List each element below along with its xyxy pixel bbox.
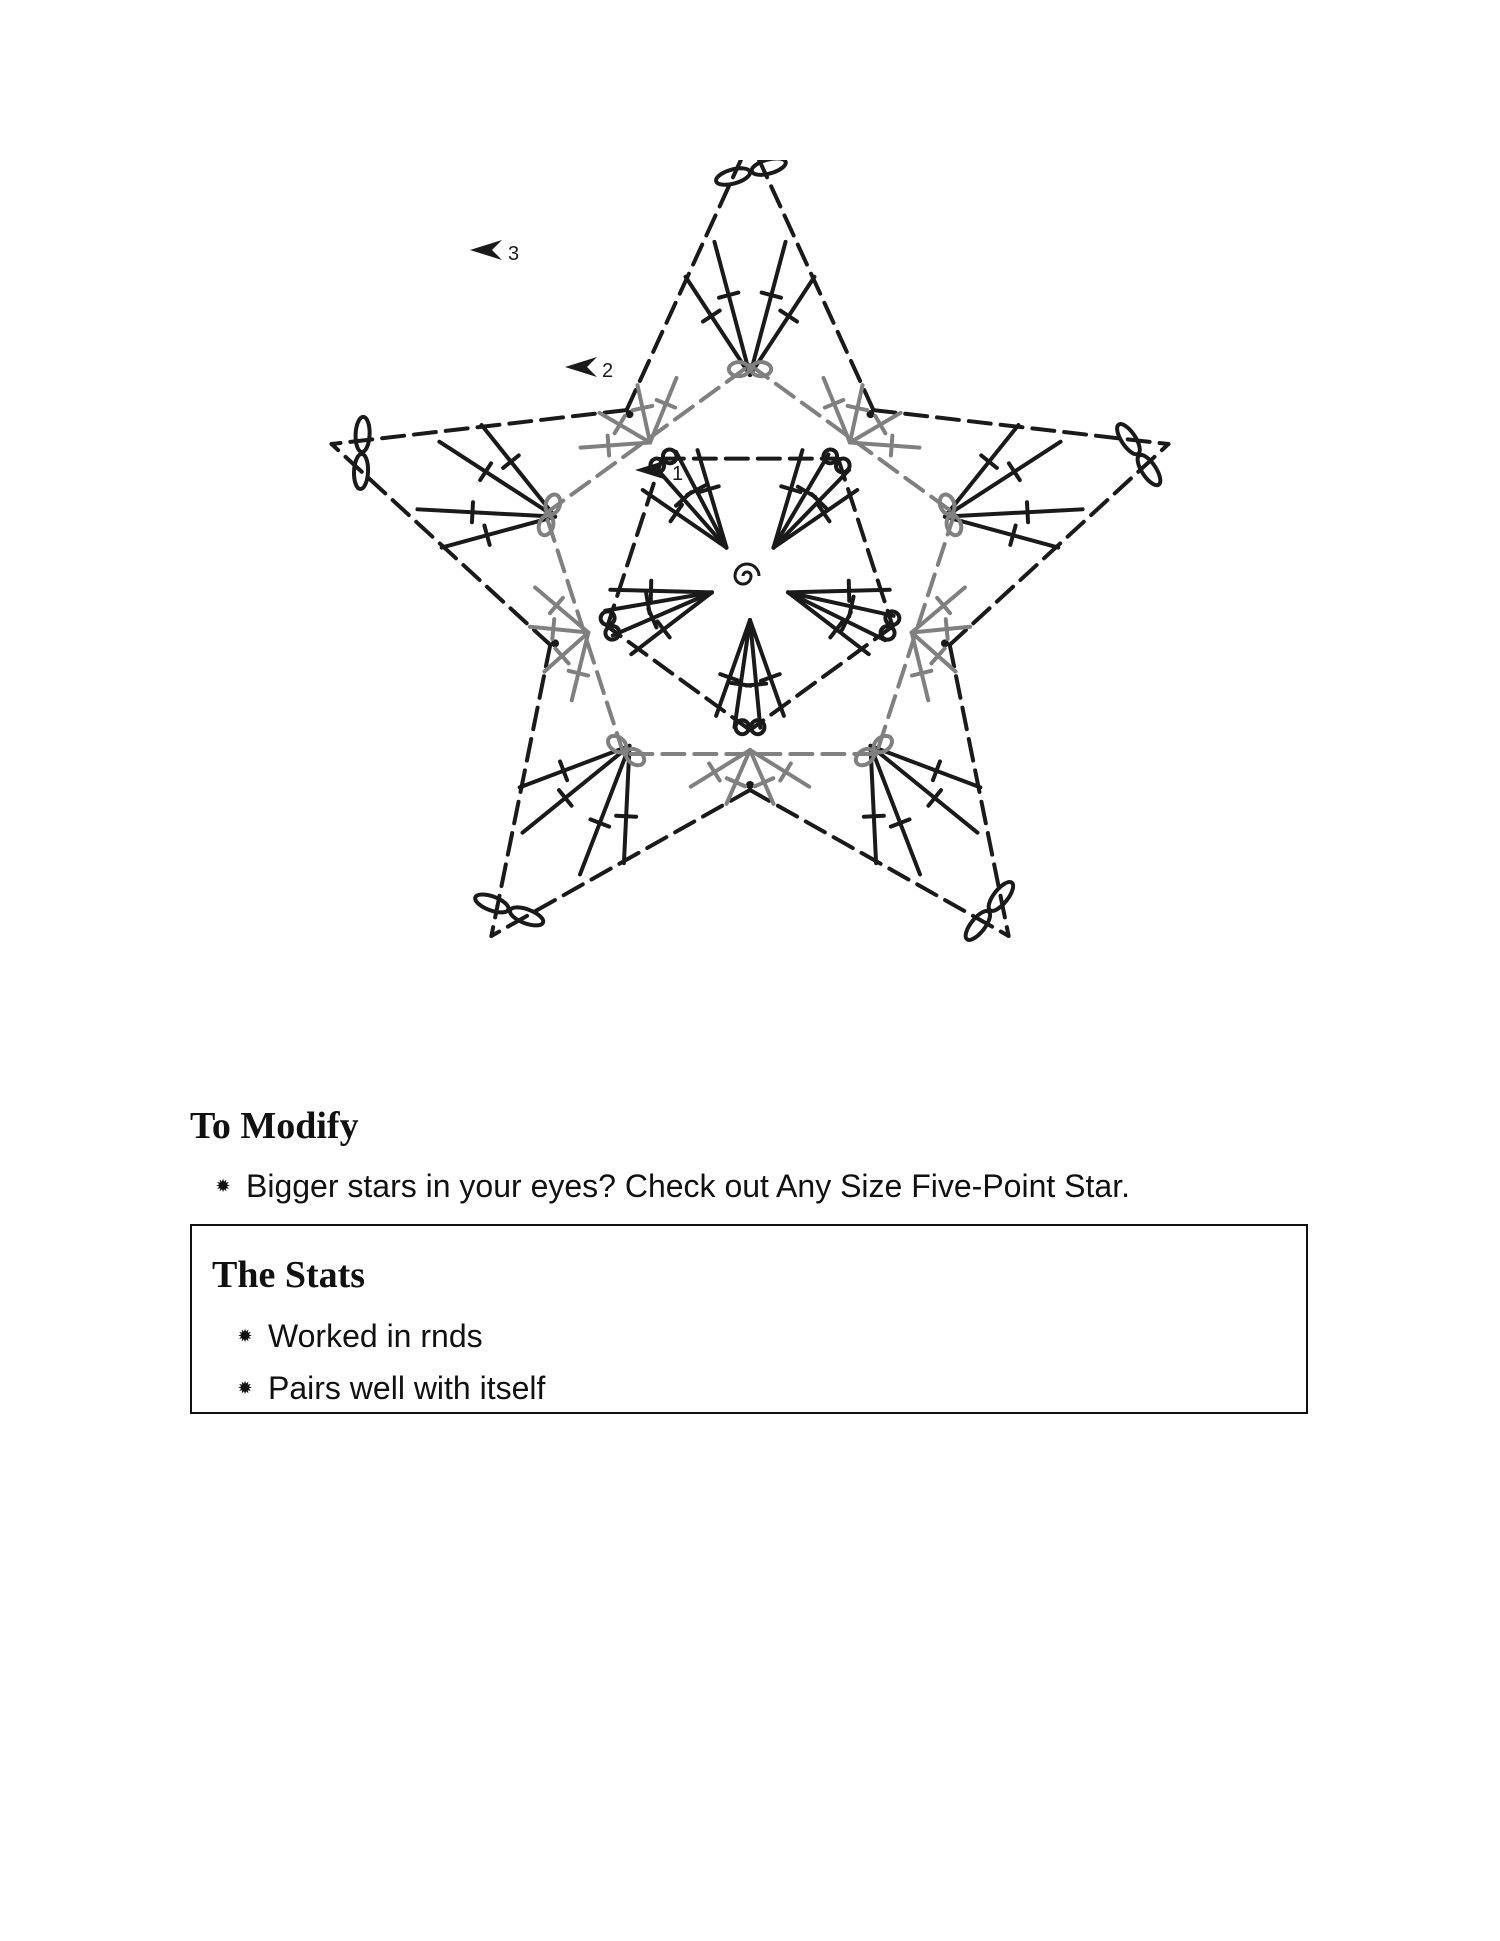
round-label-3: 3 [508, 243, 520, 265]
to-modify-heading: To Modify [190, 1105, 359, 1147]
stitch-symbols [332, 160, 1169, 944]
round-marker-3 [470, 240, 519, 265]
stats-item-text: Worked in rnds [268, 1318, 483, 1354]
round-label-2: 2 [602, 360, 614, 382]
star-bullet-icon: ✹ [237, 1378, 253, 1398]
stats-list-item [234, 1372, 545, 1404]
round-label-1: 1 [672, 463, 684, 485]
modify-list-item [212, 1170, 1130, 1202]
magic-ring-icon [735, 564, 759, 584]
stats-list-item [234, 1320, 483, 1352]
the-stats-heading: The Stats [212, 1254, 366, 1296]
star-bullet-icon: ✹ [237, 1326, 253, 1346]
stats-item-text: Pairs well with itself [268, 1370, 546, 1406]
round-marker-2 [565, 357, 613, 382]
crochet-star-diagram [280, 160, 1220, 1060]
round-marker-1 [635, 460, 683, 485]
stats-box [190, 1224, 1308, 1414]
modify-item-text: Bigger stars in your eyes? Check out Any Size Five-Point Star. [246, 1168, 1130, 1204]
star-bullet-icon: ✹ [215, 1176, 231, 1196]
